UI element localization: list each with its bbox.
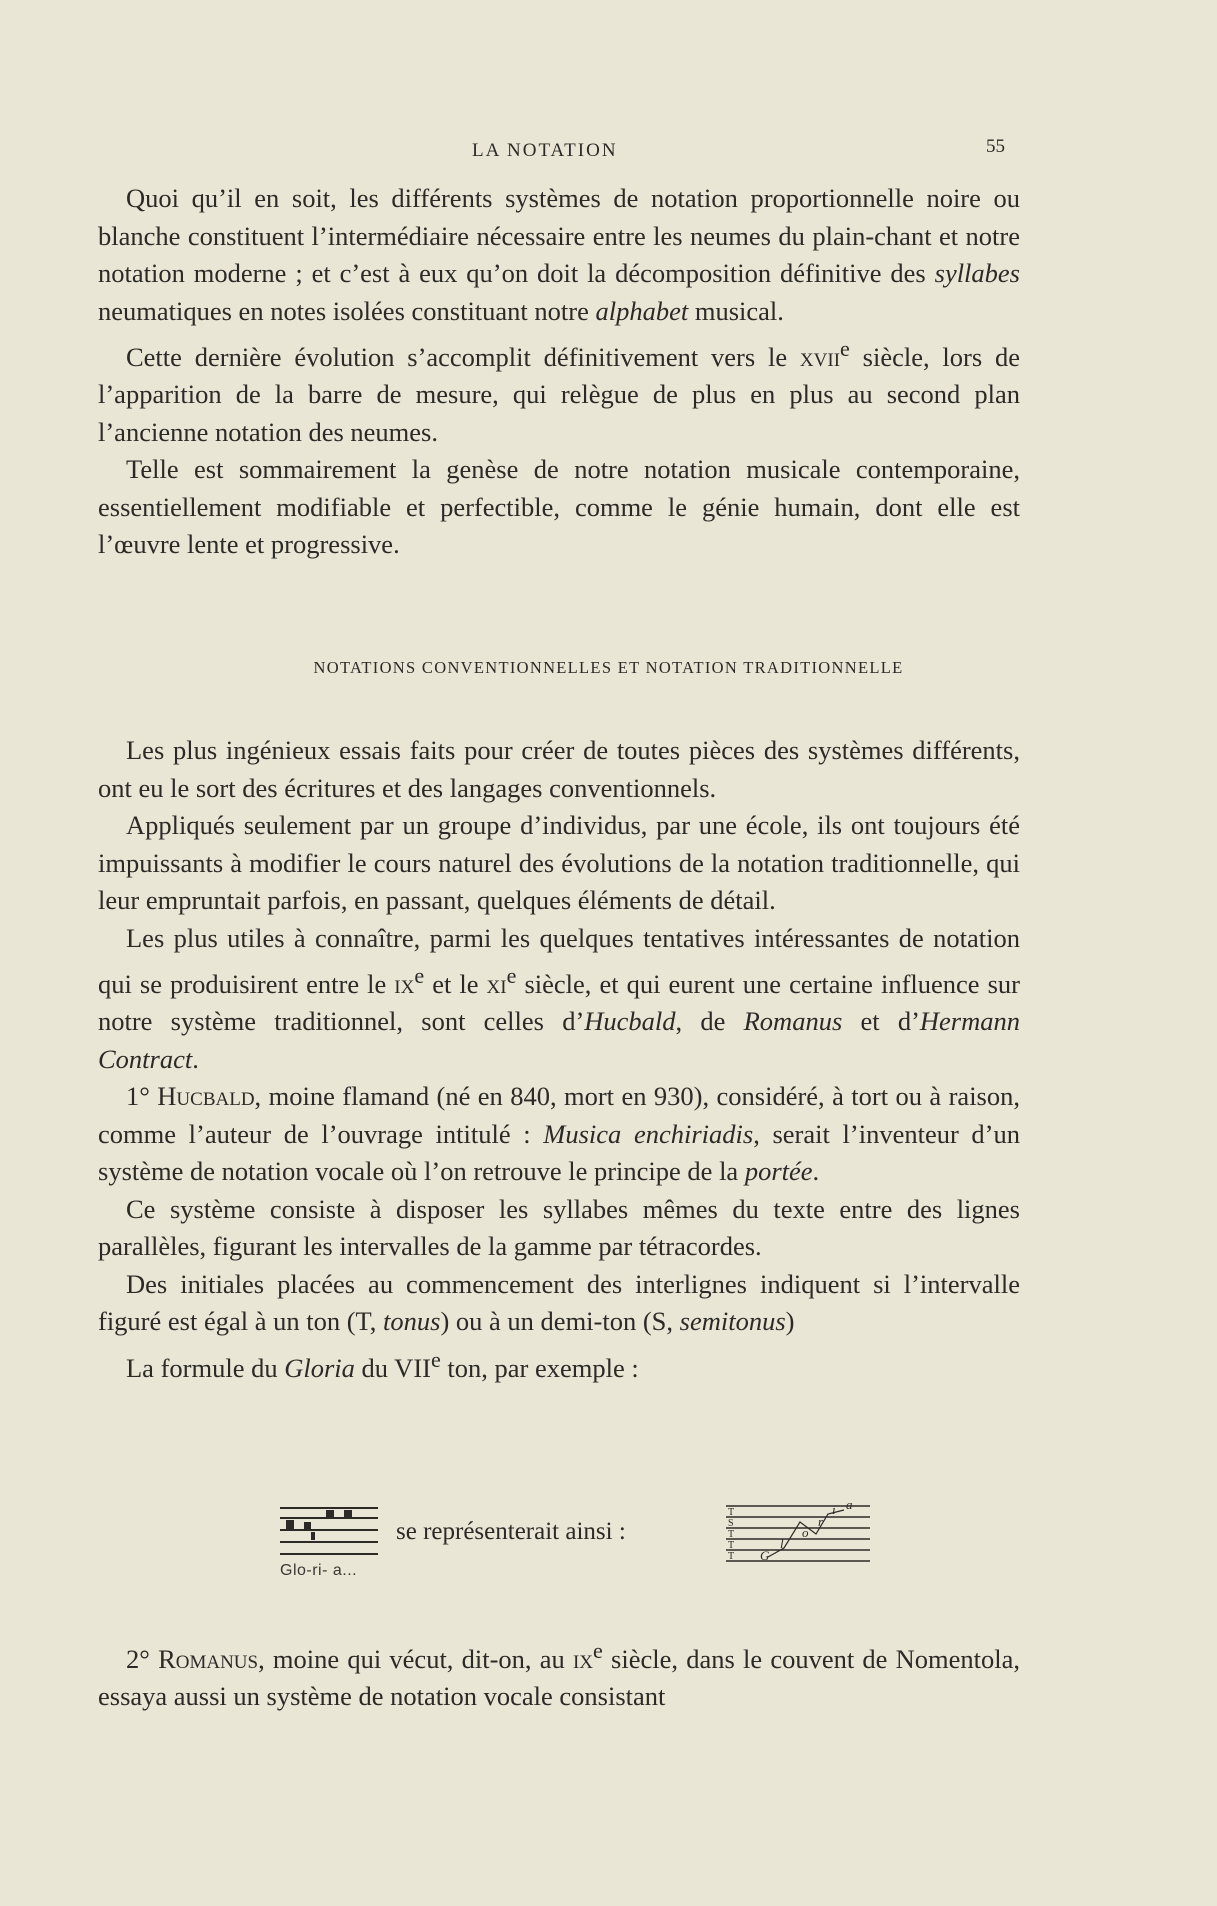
paragraph-8: Des initiales placées au commencement des interlignes indiquent si l’intervalle figuré est égal à un ton (T, tonus) ou à un demi-ton (S, semitonus) — [98, 1268, 1020, 1337]
notation-example — [278, 1500, 898, 1590]
paragraph-1: Quoi qu’il en soit, les différents systèmes de notation proportionnelle noire ou blanche constituent l’intermédiaire nécessaire entre les neumes du plain-chant et notre notation moderne ; et c’est à eux qu’on doit la décomposition définitive des syllabes neumatiques en notes isolées constituant notre alphabet musical. — [98, 183, 1020, 326]
page-number: 55 — [986, 136, 1005, 157]
staff-syllable: o — [802, 1525, 809, 1540]
staff-initial: T — [728, 1507, 735, 1518]
staff-initial: T — [728, 1540, 735, 1551]
staff-initial: S — [728, 1518, 734, 1529]
intro-text — [98, 180, 1020, 564]
paragraph-2: Cette dernière évolution s’accomplit définitivement vers le xvii$^e$ siècle, lors de l’apparition de la barre de mesure, qui relègue de plus en plus au second plan l’ancienne notation des neumes. — [98, 336, 1020, 447]
formula-caption: Glo-ri- a... — [280, 1562, 358, 1579]
paragraph-3: Telle est sommairement la genèse de notre notation musicale contemporaine, essentiellement modifiable et perfectible, comme le génie humain, dont elle est l’œuvre lente et progressive. — [98, 454, 1020, 560]
paragraph-6: Les plus utiles à connaître, parmi les quelques tentatives intéressantes de notation qui se produisirent entre le $ix^e$ et le $xi^e$ siècle, et qui eurent une certaine influence sur notre système traditionnel, sont celles d’Hucbald, de Romanus et d’Hermann Contract. — [98, 922, 1021, 1074]
running-head — [0, 136, 1217, 168]
paragraph-4: Les plus ingénieux essais faits pour créer de toutes pièces des systèmes différents, ont eu le sort des écritures et des langages conventionnels. — [98, 735, 1020, 803]
hucbald-staff-figure — [722, 1500, 872, 1568]
paragraph-5: Appliqués seulement par un groupe d’individus, par une école, ils ont toujours été impuissants à modifier le cours naturel des évolutions de la notation traditionnelle, qui leur empruntait parfois, en passant, quelques éléments de détail. — [98, 810, 1020, 915]
staff-syllable: l — [780, 1536, 784, 1551]
staff-initial: T — [728, 1551, 735, 1562]
staff-syllable: i — [832, 1502, 836, 1517]
paragraph-romanus: 2° Romanus, moine qui vécut, dit-on, au $ix^e$ siècle, dans le couvent de Nomentola, essaya aussi un système de notation vocale consistant — [98, 1638, 1020, 1712]
paragraph-7: Ce système consiste à disposer les syllabes mêmes du texte entre des lignes parallèles, figurant les intervalles de la gamme par tétracordes. — [98, 1193, 1020, 1262]
paragraph-9: La formule du Gloria du VIIe ton, par exemple : — [126, 1346, 639, 1383]
running-title: LA NOTATION — [472, 140, 618, 161]
staff-syllable: r — [818, 1514, 824, 1529]
staff-syllable: G — [760, 1548, 770, 1563]
continuation-text — [98, 1632, 1020, 1716]
staff-syllable: a — [846, 1500, 853, 1512]
formula-middle-text: se représenterait ainsi : — [396, 1518, 626, 1545]
section-heading: NOTATIONS CONVENTIONNELLES ET NOTATION TRADITIONNELLE — [313, 658, 904, 677]
section-text — [98, 732, 1020, 1387]
staff-initial: T — [728, 1529, 735, 1540]
square-notation-figure — [278, 1500, 380, 1556]
paragraph-hucbald: 1° Hucbald, moine flamand (né en 840, mort en 930), considéré, à tort ou à raison, comme l’auteur de l’ouvrage intitulé : Musica enchiriadis, serait l’inventeur d’un système de notation vocale où l’on retrouve le principe de la portée. — [98, 1081, 1021, 1187]
